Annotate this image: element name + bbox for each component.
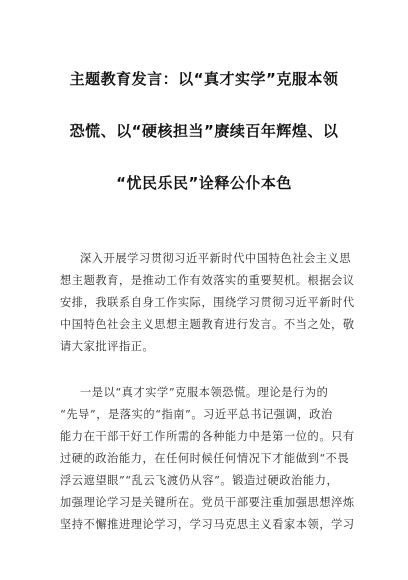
paragraph-1-line: 请大家批评指正。 [60,340,155,353]
paragraph-1-line: 想主题教育，是推动工作有效落实的重要契机。根据会议 [60,274,355,287]
paragraph-2-line: 浮云遮望眼”“乱云飞渡仍从容”。锻造过硬政治能力， [60,474,339,487]
paragraph-2-line: 能力在干部干好工作所需的各种能力中是第一位的。只有 [60,430,355,443]
paragraph-2-line: “先导”，是落实的“指南”。习近平总书记强调，政治 [60,408,333,421]
title-line-2: 恐慌、以“硬核担当”赓续百年辉煌、以 [69,122,339,140]
paragraph-2-line: 过硬的政治能力，在任何时候任何情况下才能做到“不畏 [60,452,350,465]
paragraph-1-line: 安排，我联系自身工作实际，围绕学习贯彻习近平新时代 [60,296,355,309]
paragraph-1-line: 中国特色社会主义思想主题教育进行发言。不当之处，敬 [60,318,355,331]
title-line-1: 主题教育发言：以“真才实学”克服本领 [69,70,339,88]
paragraph-2-line: 一是以“真才实学”克服本领恐慌。理论是行为的 [80,386,329,399]
paragraph-2-line: 坚持不懈推进理论学习，学习马克思主义看家本领，学习 [60,518,355,531]
paragraph-1-line: 深入开展学习贯彻习近平新时代中国特色社会主义思 [80,252,352,265]
title-line-3: “忧民乐民”诠释公仆本色 [116,174,292,192]
paragraph-2-line: 加强理论学习是关键所在。党员干部要注重加强思想淬炼 [60,496,355,509]
